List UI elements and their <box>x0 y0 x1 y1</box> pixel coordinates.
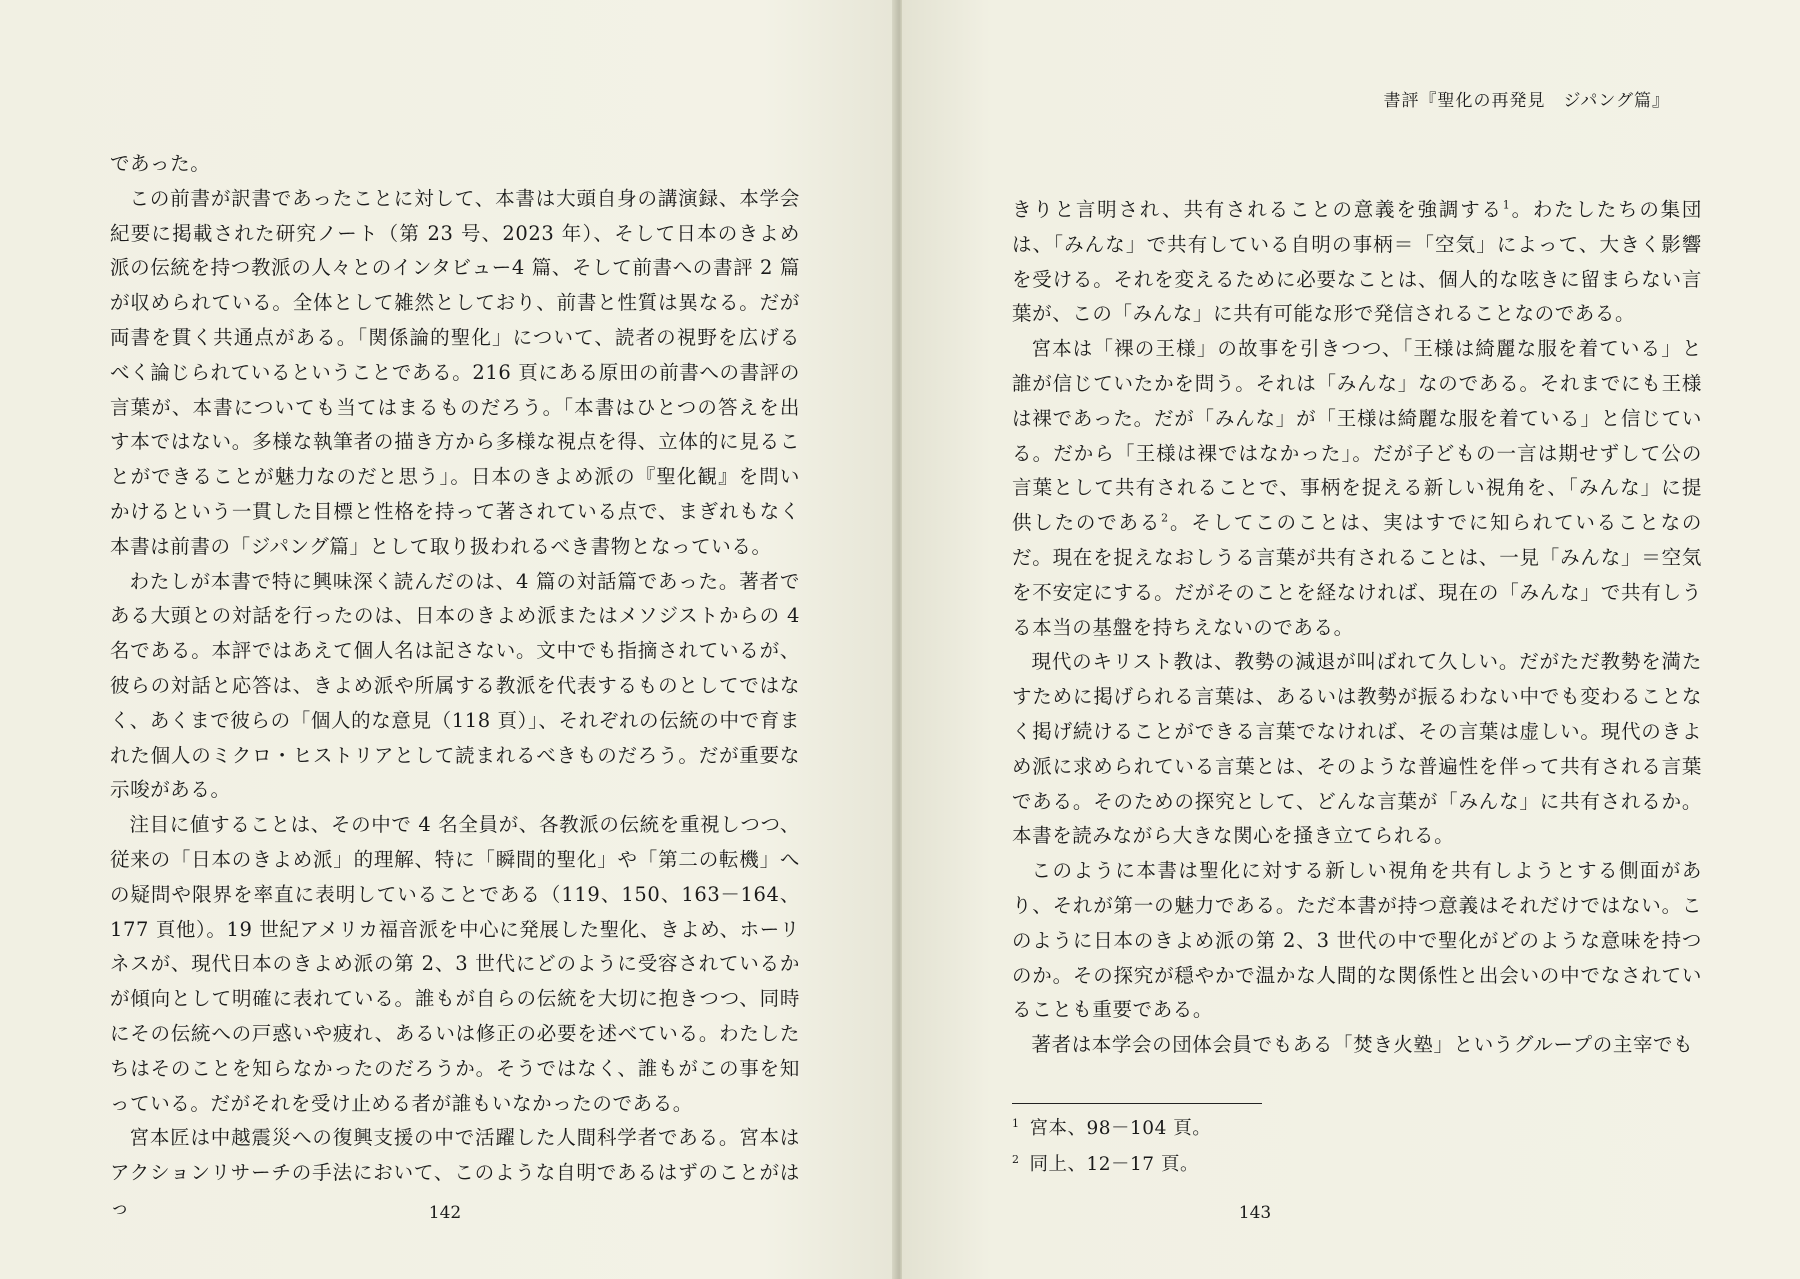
footnote <box>1012 1144 1612 1180</box>
left-page <box>0 0 898 1279</box>
paragraph: このように本書は聖化に対する新しい視角を共有しようとする側面があり、それが第一の魅力である。ただ本書が持つ意義はそれだけではない。このように日本のきよめ派の第 2、3 世代の中で聖化がどのような意味を持つのか。その探究が穏やかで温かな人間的な関係性と出会いの中でなされていることも重要である。 <box>1012 859 1702 1022</box>
right-page <box>902 0 1800 1279</box>
footnote-reference[interactable]: 1 <box>1502 198 1511 212</box>
paragraph <box>1012 193 1702 332</box>
footnote-mark: 2 <box>1012 1153 1020 1167</box>
paragraph: 注目に値することは、その中で 4 名全員が、各教派の伝統を重視しつつ、従来の「日本のきよめ派」的理解、特に「瞬間的聖化」や「第二の転機」への疑問や限界を率直に表明していることである（119、150、163－164、177 頁他）。19 世紀アメリカ福音派を中心に発展した聖化、きよめ、ホーリネスが、現代日本のきよめ派の第 2、3 世代にどのように受容されているかが傾向として明確に表れている。誰もが自らの伝統を大切に抱きつつ、同時にその伝統への戸惑いや疲れ、あるいは修正の必要を述べている。わたしたちはそのことを知らなかったのだろうか。そうではなく、誰もがこの事を知っている。だがそれを受け止める者が誰もいなかったのである。 <box>110 813 800 1115</box>
page-number: 143 <box>1238 1203 1272 1223</box>
paragraph: 著者は本学会の団体会員でもある「焚き火塾」というグループの主宰でも <box>1031 1033 1694 1057</box>
footnote-reference[interactable]: 2 <box>1161 511 1169 525</box>
paragraph-text: 。そしてこのことは、実はすでに知られていることなのだ。現在を捉えなおしうる言葉が共有されることは、一見「みんな」＝空気を不安定にする。だがそのことを経なければ、現在の「みんな」で共有しうる本当の基盤を持ちえないのである。 <box>1012 511 1703 639</box>
footnote-text: 同上、12－17 頁。 <box>1029 1154 1199 1176</box>
paragraph: 現代のキリスト教は、教勢の減退が叫ばれて久しい。だがただ教勢を満たすために掲げられる言葉は、あるいは教勢が振るわない中でも変わることなく掲げ続けることができる言葉でなければ、その言葉は虚しい。現代のきよめ派に求められている言葉とは、そのような普遍性を伴って共有される言葉である。そのための探究として、どんな言葉が「みんな」に共有されるか。本書を読みながら大きな関心を掻き立てられる。 <box>1012 650 1702 848</box>
paragraph: であった。 <box>110 152 211 175</box>
footnote-mark: 1 <box>1012 1117 1020 1130</box>
right-page-body <box>1012 193 1702 1063</box>
running-head: 書評『聖化の再発見 ジパング篇』 <box>1383 91 1670 111</box>
footnotes <box>1012 1108 1612 1180</box>
footnote <box>1012 1108 1612 1144</box>
left-page-body <box>110 147 800 1226</box>
page-number: 142 <box>428 1203 462 1223</box>
paragraph: わたしが本書で特に興味深く読んだのは、4 篇の対話篇であった。著者である大頭との対話を行ったのは、日本のきよめ派またはメソジストからの 4 名である。本評ではあえて個人名は記さない。文中でも指摘されているが、彼らの対話と応答は、きよめ派や所属する教派を代表するものとしてではなく、あくまで彼らの「個人的な意見（118 頁）」、それぞれの伝統の中で育まれた個人のミクロ・ヒストリアとして読まれるべきものだろう。だが重要な示唆がある。 <box>110 569 800 802</box>
paragraph-text: 宮本は「裸の王様」の故事を引きつつ、「王様は綺麗な服を着ている」と誰が信じていたかを問う。それは「みんな」なのである。それまでにも王様は裸であった。だが「みんな」が「王様は綺麗な服を着ている」と信じている。だから「王様は裸ではなかった」。だが子どもの一言は期せずして公の言葉として共有されることで、事柄を捉える新しい視角を、「みんな」に提供したのである <box>1012 337 1702 535</box>
paragraph <box>1012 332 1702 645</box>
paragraph: 宮本匠は中越震災への復興支援の中で活躍した人間科学者である。宮本はアクションリサーチの手法において、このような自明であるはずのことがはっ <box>110 1126 800 1219</box>
paragraph: この前書が訳書であったことに対して、本書は大頭自身の講演録、本学会紀要に掲載された研究ノート（第 23 号、2023 年）、そして日本のきよめ派の伝統を持つ教派の人々とのインタビュー4 篇、そして前書への書評 2 篇が収められている。全体として雑然としており、前書と性質は異なる。だが両書を貫く共通点がある。「関係論的聖化」について、読者の視野を広げるべく論じられているということである。216 頁にある原田の前書への書評の言葉が、本書についても当てはまるものだろう。「本書はひとつの答えを出す本ではない。多様な執筆者の描き方から多様な視点を得、立体的に見ることができることが魅力なのだと思う」。日本のきよめ派の『聖化観』を問いかけるという一貫した目標と性格を持って著されている点で、まぎれもなく本書は前書の「ジパング篇」として取り扱われるべき書物となっている。 <box>110 186 800 558</box>
paragraph-text: 。わたしたちの集団は、「みんな」で共有している自明の事柄＝「空気」によって、大きく影響を受ける。それを変えるために必要なことは、個人的な呟きに留まらない言葉が、この「みんな」に共有可能な形で発信されることなのである。 <box>1012 198 1702 326</box>
paragraph-text: きりと言明され、共有されることの意義を強調する <box>1012 198 1503 221</box>
footnote-text: 宮本、98－104 頁。 <box>1029 1118 1212 1140</box>
footnote-divider <box>1012 1103 1262 1104</box>
